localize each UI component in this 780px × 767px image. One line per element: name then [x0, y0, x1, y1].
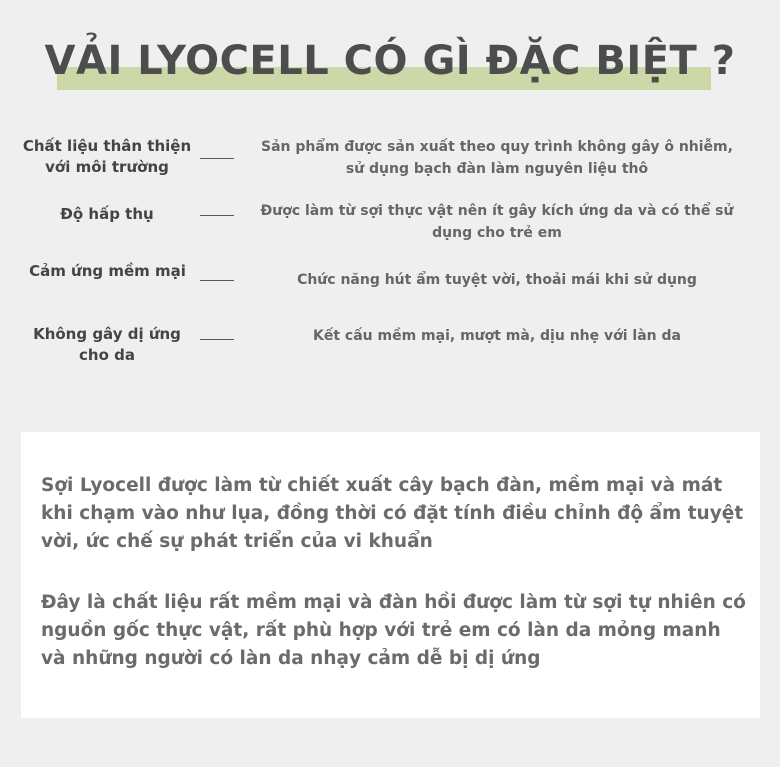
page-title: VẢI LYOCELL CÓ GÌ ĐẶC BIỆT ?	[44, 38, 736, 84]
feature-divider	[200, 158, 234, 159]
description-card	[21, 432, 760, 718]
feature-label: Chất liệu thân thiện với môi trường	[22, 137, 192, 176]
feature-description: Chức năng hút ẩm tuyệt vời, thoải mái khi sử dụng	[297, 272, 697, 288]
title-section	[0, 30, 780, 100]
feature-divider	[200, 339, 234, 340]
feature-divider	[200, 215, 234, 216]
feature-description: Sản phẩm được sản xuất theo quy trình không gây ô nhiễm, sử dụng bạch đàn làm nguyên liệu thô	[261, 139, 733, 177]
feature-description: Được làm từ sợi thực vật nên ít gây kích ứng da và có thể sử dụng cho trẻ em	[260, 203, 734, 241]
feature-label: Không gây dị ứng cho da	[33, 325, 181, 364]
feature-label: Độ hấp thụ	[60, 205, 154, 223]
feature-description: Kết cấu mềm mại, mượt mà, dịu nhẹ với làn da	[313, 328, 681, 344]
feature-divider	[200, 280, 234, 281]
feature-label: Cảm ứng mềm mại	[29, 262, 186, 280]
description-paragraph-1: Sợi Lyocell được làm từ chiết xuất cây bạch đàn, mềm mại và mát khi chạm vào như lụa, đồng thời có đặt tính điều chỉnh độ ẩm tuyệt vời, ức chế sự phát triển của vi khuẩn	[41, 475, 744, 552]
description-paragraph-2: Đây là chất liệu rất mềm mại và đàn hồi được làm từ sợi tự nhiên có nguồn gốc thực vật, rất phù hợp với trẻ em có làn da mỏng manh và những người có làn da nhạy cảm dễ bị dị ứng	[41, 592, 746, 669]
